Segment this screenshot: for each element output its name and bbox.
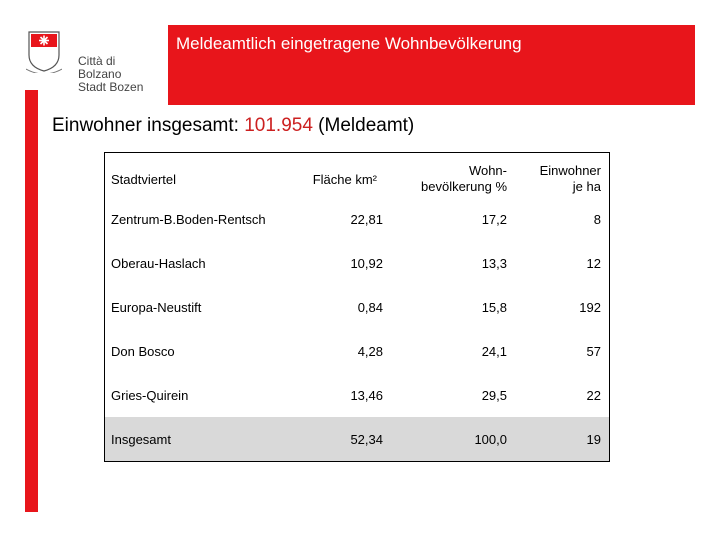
- table-row: [105, 329, 609, 373]
- district-population-share: 17,2: [481, 211, 507, 227]
- logo-line-2: Stadt Bozen: [78, 80, 144, 94]
- district-population-share: 24,1: [481, 343, 507, 359]
- summary-suffix: (Meldeamt): [312, 115, 415, 136]
- district-area: 10,92: [350, 255, 383, 271]
- district-density: 8: [593, 211, 601, 227]
- district-population-share: 13,3: [481, 255, 507, 271]
- district-area: 13,46: [350, 387, 383, 403]
- district-density: 57: [586, 343, 601, 359]
- district-area: 0,84: [357, 299, 383, 315]
- district-area: 4,28: [357, 343, 383, 359]
- summary-prefix: Einwohner insgesamt:: [52, 115, 245, 136]
- table-row: [105, 241, 609, 285]
- header-density-line-1: Einwohner: [539, 163, 601, 178]
- bolzano-shield-icon: [26, 29, 62, 73]
- district-name: Europa-Neustift: [111, 299, 202, 315]
- district-density: 192: [579, 299, 601, 315]
- header-population-share-line-2: bevölkerung %: [421, 179, 507, 194]
- district-density: 12: [586, 255, 601, 271]
- district-population-share: 29,5: [481, 387, 507, 403]
- district-table: [104, 152, 610, 462]
- district-density: 22: [586, 387, 601, 403]
- logo-line-1: Città di Bolzano: [78, 54, 122, 81]
- total-area: 52,34: [350, 431, 383, 447]
- header-area-label: Fläche km²: [312, 171, 377, 187]
- header-density-line-2: je ha: [572, 179, 601, 194]
- table-row: [105, 197, 609, 241]
- header-banner: [168, 25, 695, 105]
- logo-text: [78, 55, 162, 94]
- city-logo: [22, 25, 162, 95]
- table-row: [105, 285, 609, 329]
- district-area: 22,81: [350, 211, 383, 227]
- table-total-row: [105, 417, 609, 461]
- population-summary: [52, 115, 414, 137]
- header-density-label: [540, 163, 601, 195]
- district-name: Zentrum-B.Boden-Rentsch: [111, 211, 266, 227]
- total-label: Insgesamt: [111, 431, 171, 447]
- header-population-share-label: [421, 163, 507, 195]
- total-population-share: 100,0: [474, 431, 507, 447]
- district-name: Gries-Quirein: [111, 387, 189, 403]
- header-population-share-line-1: Wohn-: [468, 163, 507, 178]
- total-density: 19: [586, 431, 601, 447]
- table-row: [105, 373, 609, 417]
- district-name: Oberau-Haslach: [111, 255, 206, 271]
- summary-value: 101.954: [244, 115, 313, 136]
- header-district-label: Stadtviertel: [111, 171, 177, 187]
- district-population-share: 15,8: [481, 299, 507, 315]
- left-accent-bar: [25, 90, 38, 512]
- page-title: Meldeamtlich eingetragene Wohnbevölkerung: [176, 34, 522, 53]
- district-name: Don Bosco: [111, 343, 175, 359]
